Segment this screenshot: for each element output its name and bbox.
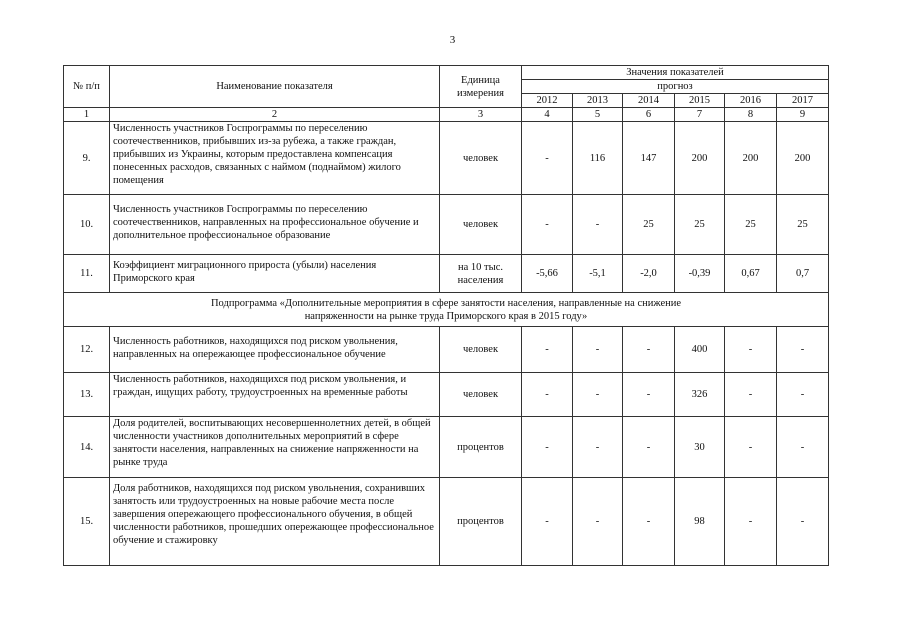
indicator-unit: процентов [440,478,522,566]
row-num: 14. [64,417,110,478]
value-cell: - [522,373,573,417]
header-year: 2012 [522,94,573,108]
value-cell: 326 [675,373,725,417]
header-year: 2017 [777,94,829,108]
value-cell: - [573,195,623,255]
indicator-unit: процентов [440,417,522,478]
col-number: 4 [522,108,573,122]
table-row [64,478,829,566]
row-num: 11. [64,255,110,293]
row-num: 15. [64,478,110,566]
page-number: 3 [449,34,456,46]
indicator-name: Доля работников, находящихся под риском увольнения, сохранивших занятость или трудоустроенных на новые рабочие места после завершения опережающего профессионального обучения, в общей численности работников, прошедших опережающее профессиональное обучение и стажировку [110,478,440,566]
value-cell: 25 [777,195,829,255]
header-unit: Единица измерения [440,66,522,108]
value-cell: - [573,478,623,566]
value-cell: 200 [725,122,777,195]
value-cell: -2,0 [623,255,675,293]
indicator-unit: человек [440,122,522,195]
indicator-name: Коэффициент миграционного прироста (убыли) населения Приморского края [110,255,440,293]
value-cell: - [777,417,829,478]
value-cell: -0,39 [675,255,725,293]
value-cell: - [777,327,829,373]
value-cell: - [725,373,777,417]
value-cell: 25 [725,195,777,255]
col-number: 5 [573,108,623,122]
header-forecast: прогноз [522,80,829,94]
col-number: 7 [675,108,725,122]
value-cell: 98 [675,478,725,566]
value-cell: - [623,373,675,417]
col-number: 8 [725,108,777,122]
value-cell: - [725,417,777,478]
value-cell: 0,67 [725,255,777,293]
col-number: 1 [64,108,110,122]
value-cell: - [522,327,573,373]
value-cell: - [522,122,573,195]
value-cell: 147 [623,122,675,195]
table-row [64,327,829,373]
value-cell: - [573,417,623,478]
table-row [64,255,829,293]
value-cell: - [777,373,829,417]
indicator-name: Численность работников, находящихся под риском увольнения, и граждан, ищущих работу, трудоустроенных на временные работы [110,373,440,417]
value-cell: - [573,327,623,373]
value-cell: - [522,478,573,566]
indicator-name: Численность участников Госпрограммы по переселению соотечественников, прибывших из-за рубежа, а также граждан, прибывших из Украины, которым предоставлена компенсация понесенных расходов, связанных с наймом (поднаймом) жилого помещения [110,122,440,195]
subprogram-title: Подпрограмма «Дополнительные мероприятия в сфере занятости населения, направленные на снижение напряженности на рынке труда Приморского края в 2015 году» [64,293,829,327]
row-num: 13. [64,373,110,417]
table-row [64,373,829,417]
value-cell: - [623,417,675,478]
row-num: 10. [64,195,110,255]
indicator-name: Численность работников, находящихся под риском увольнения, направленных на опережающее профессиональное обучение [110,327,440,373]
col-number: 3 [440,108,522,122]
value-cell: - [522,195,573,255]
header-year: 2014 [623,94,675,108]
value-cell: 200 [777,122,829,195]
value-cell: - [623,327,675,373]
indicator-name: Доля родителей, воспитывающих несовершеннолетних детей, в общей численности участников дополнительных мероприятий в сфере занятости населения, направленных на снижение напряженности на рынке труда [110,417,440,478]
row-num: 9. [64,122,110,195]
indicator-unit: человек [440,327,522,373]
header-num: № п/п [64,66,110,108]
value-cell: - [573,373,623,417]
value-cell: - [777,478,829,566]
header-year: 2015 [675,94,725,108]
value-cell: - [725,478,777,566]
header-year: 2016 [725,94,777,108]
row-num: 12. [64,327,110,373]
indicator-unit: на 10 тыс. населения [440,255,522,293]
value-cell: -5,66 [522,255,573,293]
value-cell: -5,1 [573,255,623,293]
col-number: 6 [623,108,675,122]
header-name: Наименование показателя [110,66,440,108]
indicator-unit: человек [440,373,522,417]
value-cell: 25 [623,195,675,255]
value-cell: 0,7 [777,255,829,293]
table-row [64,195,829,255]
table-row [64,122,829,195]
header-year: 2013 [573,94,623,108]
value-cell: 30 [675,417,725,478]
table-row [64,417,829,478]
header-values: Значения показателей [522,66,829,80]
indicators-table [63,65,829,566]
value-cell: 116 [573,122,623,195]
indicator-unit: человек [440,195,522,255]
col-number: 9 [777,108,829,122]
value-cell: - [725,327,777,373]
value-cell: 25 [675,195,725,255]
value-cell: 400 [675,327,725,373]
indicator-name: Численность участников Госпрограммы по переселению соотечественников, направленных на профессиональное обучение и дополнительное профессиональное образование [110,195,440,255]
subprogram-row [64,293,829,327]
col-number: 2 [110,108,440,122]
value-cell: 200 [675,122,725,195]
value-cell: - [623,478,675,566]
value-cell: - [522,417,573,478]
